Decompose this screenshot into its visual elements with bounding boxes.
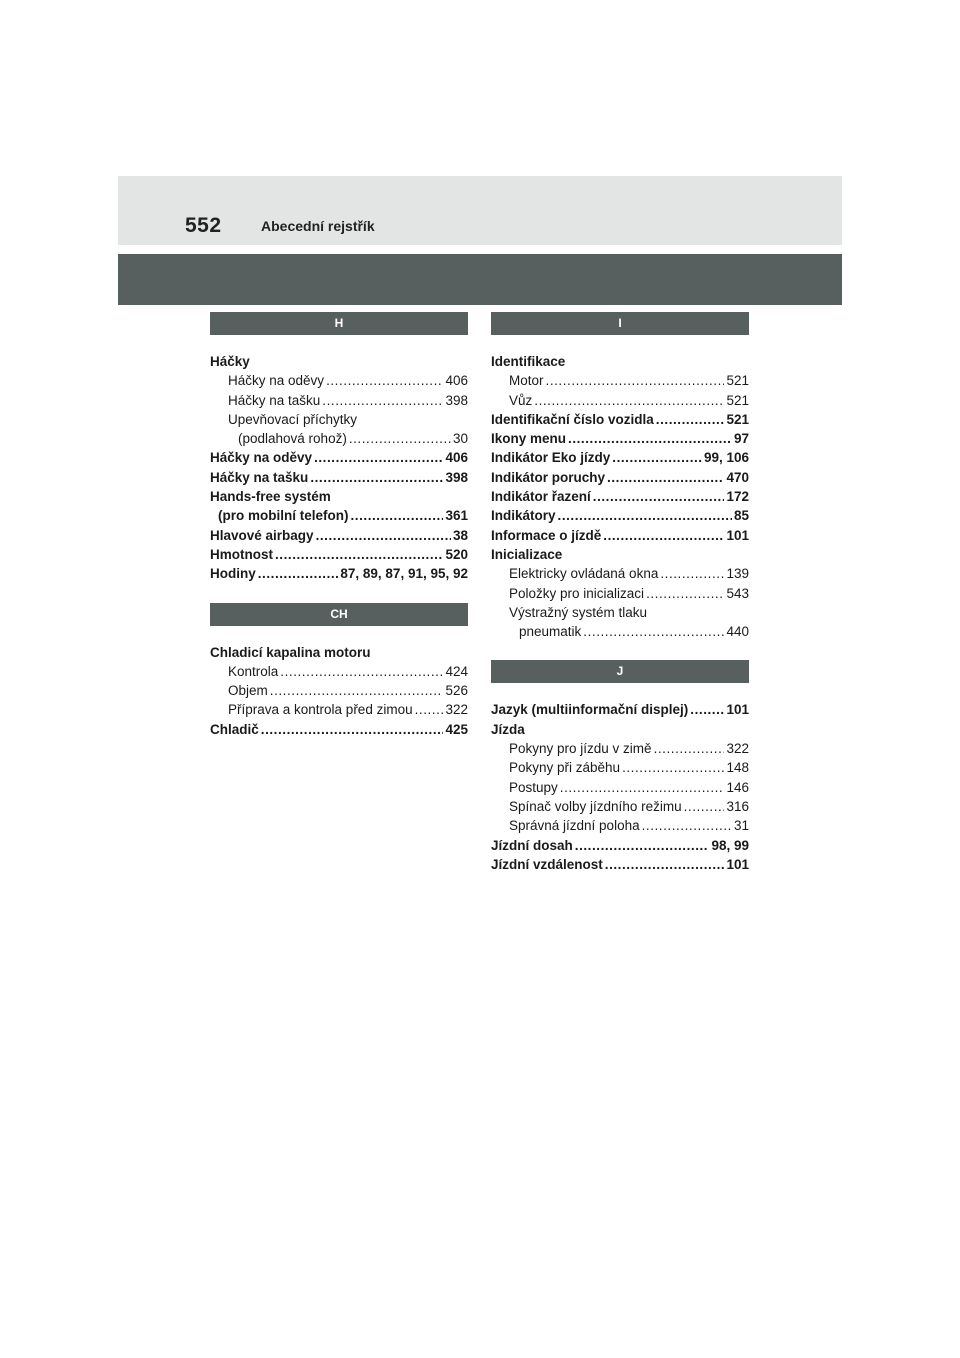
entry-page-ref: 101: [726, 856, 749, 872]
dot-leader: [603, 526, 724, 545]
entry-term: Jízda: [491, 721, 525, 737]
entry-page-ref: 406: [445, 373, 468, 389]
index-entry: [210, 643, 468, 662]
entry-term: Hands-free systém: [210, 489, 331, 505]
entry-term: Háčky na oděvy: [228, 373, 325, 389]
dot-leader: [534, 391, 724, 410]
dot-leader: [568, 429, 732, 448]
entry-term: Indikátor řazení: [491, 489, 591, 505]
entry-page-ref: 101: [726, 527, 749, 543]
entry-page-ref: 99, 106: [703, 450, 749, 466]
index-entry: [491, 720, 749, 739]
entry-term: Chladicí kapalina motoru: [210, 644, 371, 660]
dot-leader: [660, 564, 724, 583]
index-entry: [491, 429, 749, 448]
entry-term: Vůz: [509, 392, 533, 408]
index-entry: [491, 739, 749, 758]
index-entry: [491, 758, 749, 777]
index-column-left: [210, 312, 468, 739]
entry-page-ref: 398: [445, 392, 468, 408]
entry-term: Hmotnost: [210, 546, 273, 562]
entry-term: Elektricky ovládaná okna: [509, 566, 659, 582]
dot-leader: [310, 468, 443, 487]
entry-page-ref: 424: [445, 663, 468, 679]
entry-page-ref: 398: [445, 469, 468, 485]
dot-leader: [415, 700, 444, 719]
entry-page-ref: 520: [445, 546, 468, 562]
entry-term: pneumatik: [519, 624, 582, 640]
index-column-right: [491, 312, 749, 874]
index-entry: [491, 816, 749, 835]
entry-page-ref: 440: [726, 624, 749, 640]
entry-term: Příprava a kontrola před zimou: [228, 702, 413, 718]
entry-term: Háčky na tašku: [210, 469, 309, 485]
index-entry: [491, 448, 749, 467]
index-entry: [210, 468, 468, 487]
entry-term: Pokyny při záběhu: [509, 760, 621, 776]
entry-term: Pokyny pro jízdu v zimě: [509, 741, 652, 757]
index-entry: [210, 391, 468, 410]
entry-term: Indikátory: [491, 508, 556, 524]
entry-page-ref: 87, 89, 87, 91, 95, 92: [340, 566, 468, 582]
entry-page-ref: 521: [726, 373, 749, 389]
dot-leader: [258, 564, 339, 583]
index-entry: [491, 506, 749, 525]
index-entry: [491, 855, 749, 874]
entry-term: Výstražný systém tlaku: [509, 604, 648, 620]
dot-leader: [593, 487, 725, 506]
entry-page-ref: 172: [726, 489, 749, 505]
entry-page-ref: 148: [726, 760, 749, 776]
letter-header-j: J: [491, 660, 749, 683]
entry-page-ref: 85: [733, 508, 749, 524]
index-entry: [491, 797, 749, 816]
index-entry: [210, 545, 468, 564]
entry-page-ref: 97: [733, 431, 749, 447]
index-entry: [491, 391, 749, 410]
entry-page-ref: 521: [726, 411, 749, 427]
entry-page-ref: 316: [726, 798, 749, 814]
entry-page-ref: 38: [452, 527, 468, 543]
index-entry: [210, 564, 468, 583]
index-entry: [210, 429, 468, 448]
index-entry: [491, 352, 749, 371]
index-entry: [210, 506, 468, 525]
dot-leader: [351, 506, 444, 525]
entry-term: Identifikace: [491, 354, 566, 369]
entry-term: Položky pro inicializaci: [509, 585, 645, 601]
entry-page-ref: 425: [445, 721, 468, 737]
entry-term: (pro mobilní telefon): [218, 508, 349, 524]
header-band: [118, 176, 842, 245]
dot-leader: [280, 662, 443, 681]
index-entry: [210, 448, 468, 467]
entry-term: Identifikační číslo vozidla: [491, 411, 654, 427]
entry-term: Postupy: [509, 779, 558, 795]
dot-leader: [261, 720, 444, 739]
dot-leader: [575, 836, 710, 855]
entry-term: Chladič: [210, 721, 259, 737]
dot-leader: [690, 700, 724, 719]
dot-leader: [316, 526, 451, 545]
dot-leader: [622, 758, 724, 777]
entry-term: Ikony menu: [491, 431, 567, 447]
entry-term: Hodiny: [210, 566, 256, 582]
index-entry: [491, 545, 749, 564]
entry-page-ref: 470: [726, 469, 749, 485]
dot-leader: [326, 371, 443, 390]
index-entry: [491, 584, 749, 603]
dot-leader: [349, 429, 451, 448]
index-entry: [210, 352, 468, 371]
letter-header-i: I: [491, 312, 749, 335]
dot-leader: [558, 506, 732, 525]
entry-term: Jízdní vzdálenost: [491, 856, 603, 872]
index-entry: [491, 371, 749, 390]
entry-page-ref: 526: [445, 683, 468, 699]
index-entry: [210, 681, 468, 700]
index-entry: [491, 603, 749, 622]
dot-leader: [270, 681, 444, 700]
entry-page-ref: 31: [733, 818, 749, 834]
entry-term: Informace o jízdě: [491, 527, 602, 543]
entry-page-ref: 146: [726, 779, 749, 795]
entry-term: Kontrola: [228, 663, 279, 679]
entry-page-ref: 322: [726, 741, 749, 757]
index-entry: [210, 700, 468, 719]
dot-leader: [684, 797, 725, 816]
dot-leader: [605, 855, 725, 874]
letter-header-h: H: [210, 312, 468, 335]
index-entry: [491, 700, 749, 719]
entry-page-ref: 322: [445, 702, 468, 718]
dot-leader: [546, 371, 725, 390]
index-entry: [210, 487, 468, 506]
index-entry: [491, 526, 749, 545]
entry-term: (podlahová rohož): [238, 431, 347, 447]
entry-term: Jízdní dosah: [491, 837, 573, 853]
entry-term: Hlavové airbagy: [210, 527, 314, 543]
dot-leader: [607, 468, 724, 487]
entry-term: Indikátor Eko jízdy: [491, 450, 611, 466]
index-entry: [491, 410, 749, 429]
index-entry: [210, 526, 468, 545]
entry-term: Objem: [228, 683, 268, 699]
dot-leader: [612, 448, 702, 467]
dot-leader: [656, 410, 725, 429]
entry-page-ref: 361: [445, 508, 468, 524]
entry-page-ref: 521: [726, 392, 749, 408]
entry-term: Motor: [509, 373, 544, 389]
index-entry: [491, 778, 749, 797]
index-entry: [491, 487, 749, 506]
dot-leader: [583, 622, 724, 641]
entry-page-ref: 30: [452, 431, 468, 447]
index-entry: [491, 564, 749, 583]
letter-header-ch: CH: [210, 603, 468, 626]
entry-term: Jazyk (multiinformační displej): [491, 702, 689, 718]
index-entry: [491, 836, 749, 855]
page-number: 552: [185, 214, 222, 237]
dot-leader: [314, 448, 443, 467]
index-entry: [210, 371, 468, 390]
entry-term: Háčky na oděvy: [210, 450, 313, 466]
dot-leader: [654, 739, 725, 758]
entry-term: Spínač volby jízdního režimu: [509, 798, 682, 814]
entry-term: Inicializace: [491, 546, 563, 562]
index-entry: [210, 662, 468, 681]
index-entry: [210, 720, 468, 739]
entry-page-ref: 98, 99: [711, 837, 749, 853]
entry-term: Háčky na tašku: [228, 392, 321, 408]
dot-leader: [322, 391, 443, 410]
entry-term: Správná jízdní poloha: [509, 818, 640, 834]
dot-leader: [560, 778, 725, 797]
dot-leader: [646, 584, 724, 603]
section-title: Abecední rejstřík: [261, 218, 375, 234]
index-entry: [491, 468, 749, 487]
index-entry: [491, 622, 749, 641]
entry-page-ref: 139: [726, 566, 749, 582]
header-dark-band: [118, 254, 842, 305]
entry-term: Háčky: [210, 354, 250, 369]
dot-leader: [275, 545, 443, 564]
entry-term: Upevňovací příchytky: [228, 411, 358, 427]
entry-page-ref: 101: [726, 702, 749, 718]
entry-page-ref: 543: [726, 585, 749, 601]
entry-term: Indikátor poruchy: [491, 469, 606, 485]
dot-leader: [642, 816, 732, 835]
entry-page-ref: 406: [445, 450, 468, 466]
index-entry: [210, 410, 468, 429]
